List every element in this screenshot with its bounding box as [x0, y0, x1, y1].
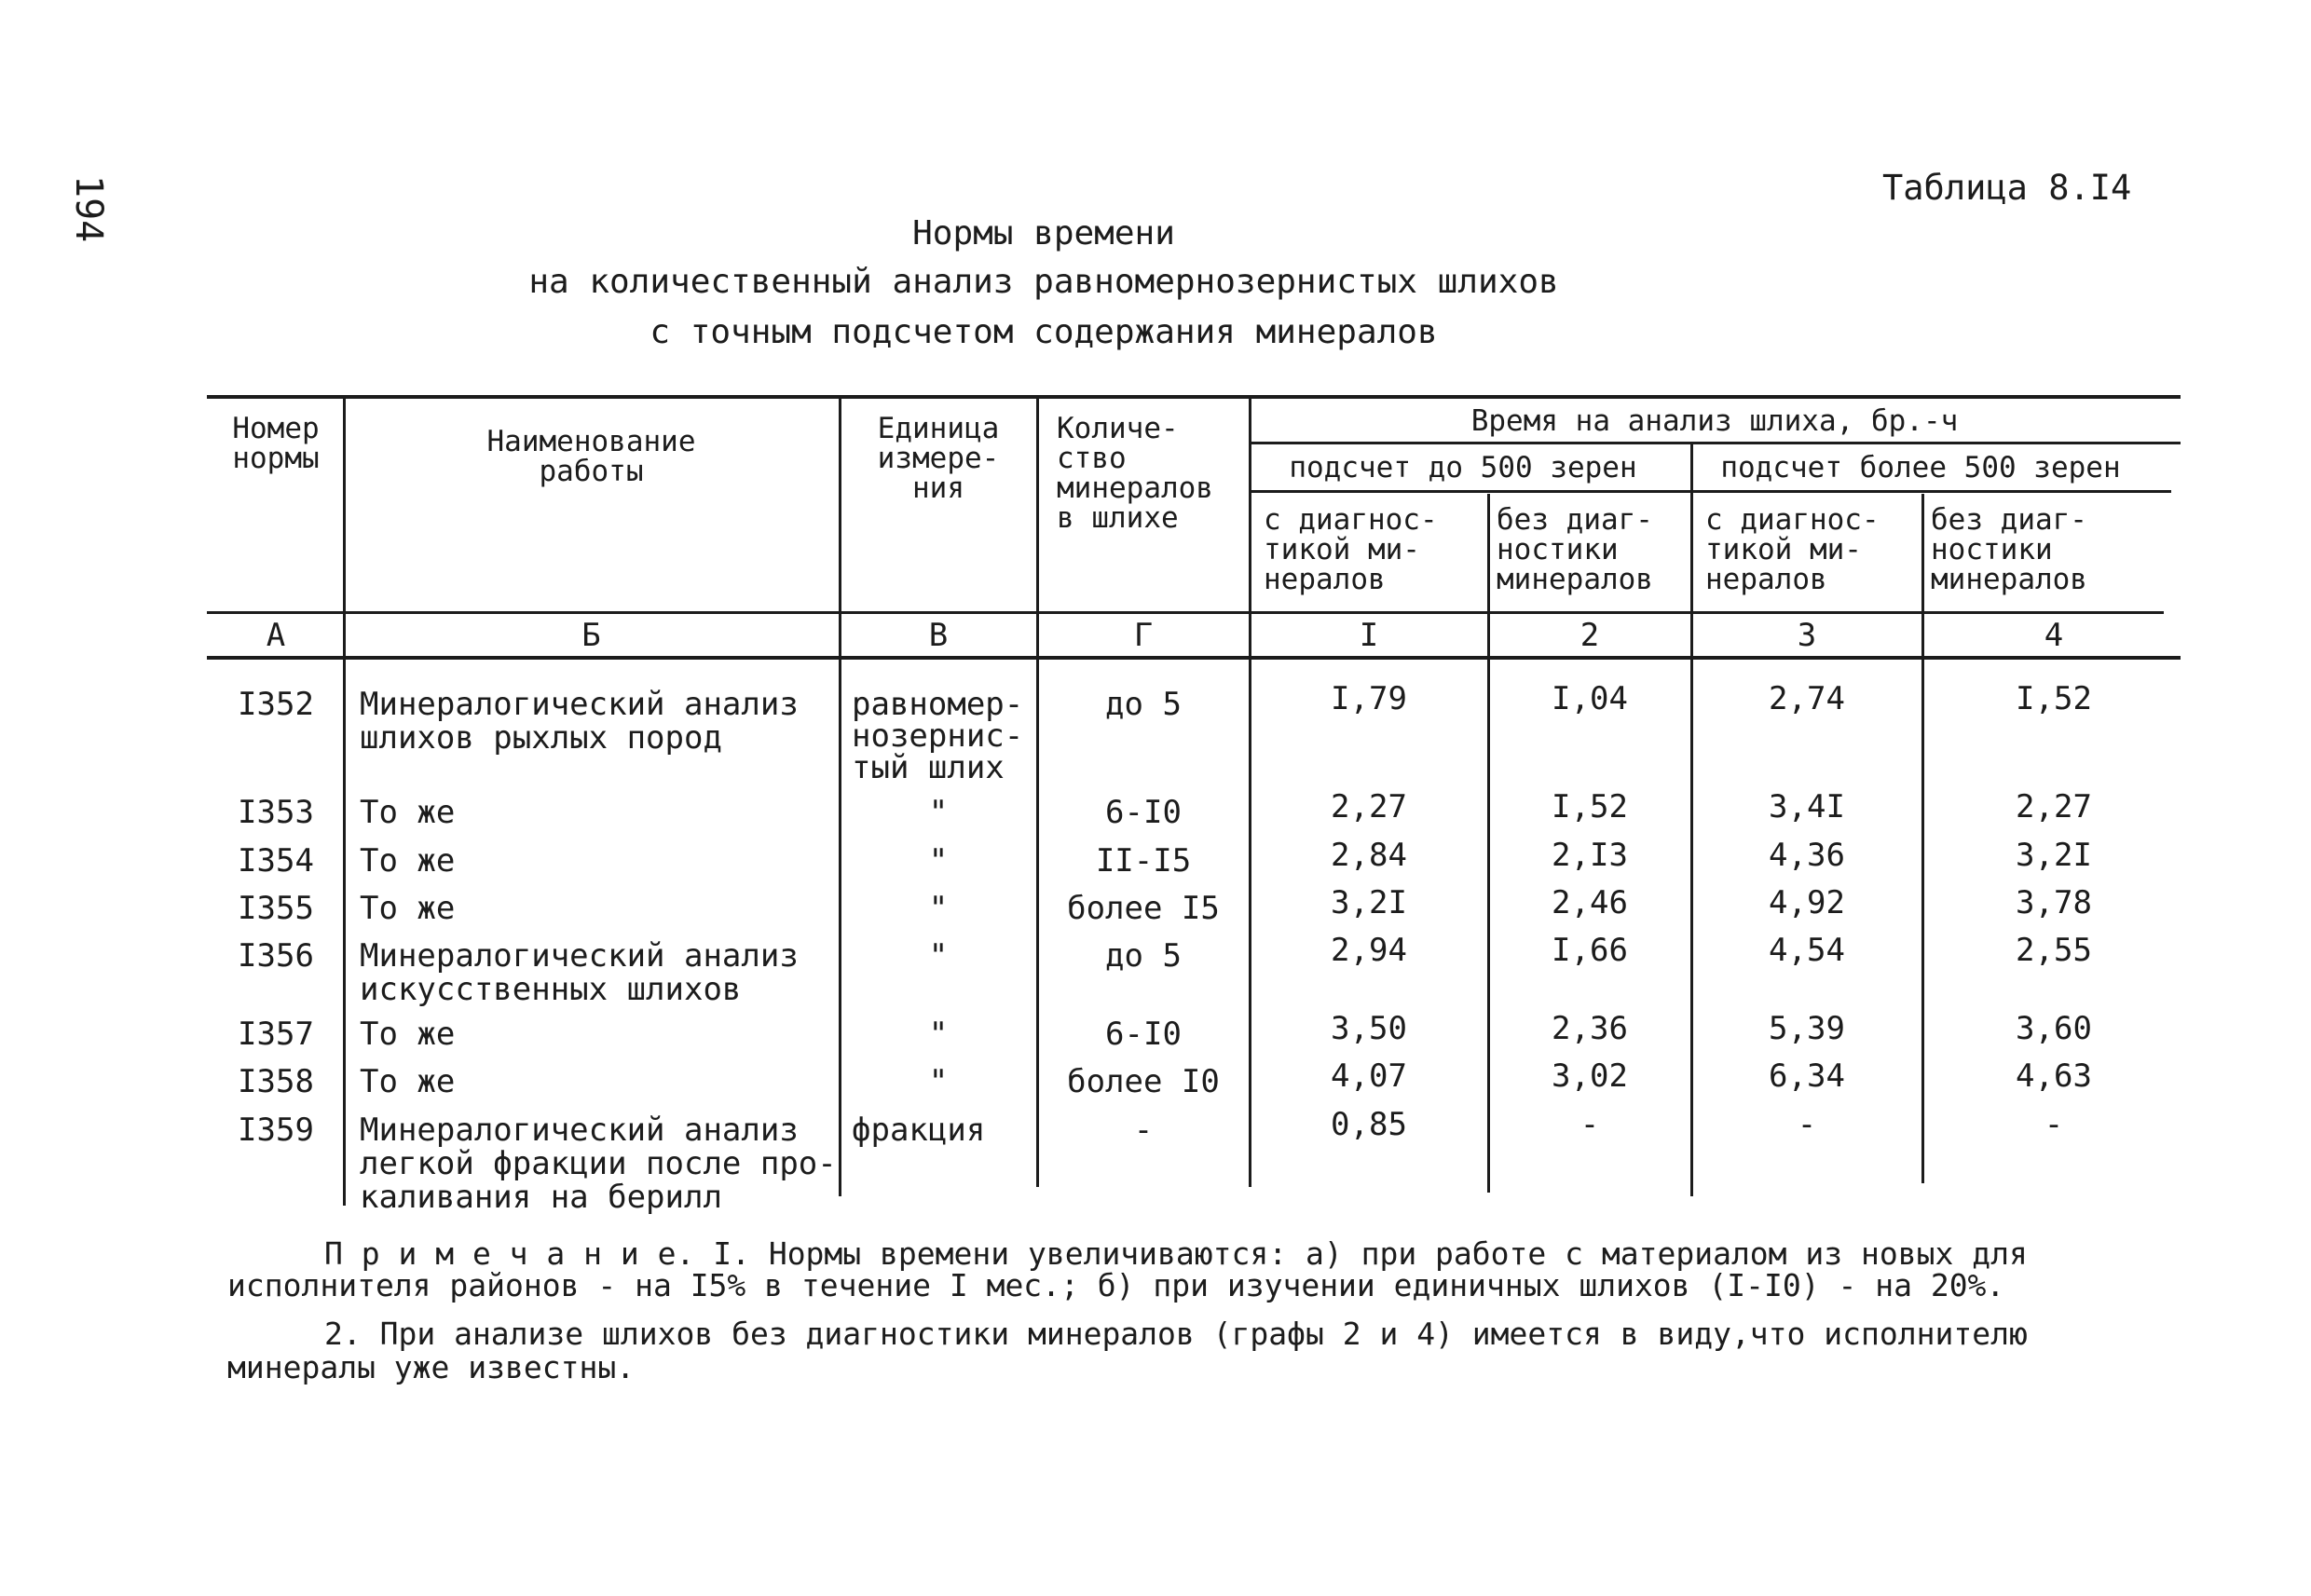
row-col-3: 3,4I — [1769, 788, 1845, 825]
header-col-4-1: без диаг- — [1931, 503, 2087, 537]
column-letter-1: А — [266, 617, 286, 654]
row-col-4: 3,2I — [2016, 837, 2092, 874]
header-col-2-2: ностики — [1497, 533, 1619, 566]
column-letter-7: 3 — [1797, 617, 1817, 654]
header-work-name-2: работы — [539, 455, 644, 488]
row-col-2: - — [1579, 1106, 1600, 1143]
header-count-le500: подсчет до 500 зерен — [1289, 451, 1637, 484]
header-mineral-count-1: Количе- — [1057, 412, 1179, 445]
row-unit: равномер- — [852, 686, 1024, 723]
row-unit: фракция — [852, 1112, 986, 1149]
row-col-3: 6,34 — [1769, 1057, 1845, 1095]
column-rule-5 — [1487, 494, 1490, 1193]
row-norm-number: I354 — [238, 842, 314, 880]
row-norm-number: I359 — [238, 1112, 314, 1149]
column-rule-2 — [839, 395, 841, 1196]
table-top-rule — [207, 395, 2181, 399]
header-norm-number-2: нормы — [232, 442, 320, 475]
row-work-name: Минералогический анализ — [360, 686, 799, 723]
row-col-1: 2,84 — [1331, 837, 1407, 874]
header-norm-number-1: Номер — [232, 412, 320, 445]
row-work-name: Минералогический анализ — [360, 937, 799, 975]
header-col-3-3: нералов — [1705, 563, 1827, 596]
header-col-4-3: минералов — [1931, 563, 2087, 596]
row-col-2: 2,36 — [1552, 1010, 1628, 1047]
row-col-4: I,52 — [2016, 680, 2092, 717]
column-rule-4 — [1249, 395, 1251, 1187]
row-mineral-count: более I0 — [1067, 1063, 1220, 1100]
column-letter-8: 4 — [2044, 617, 2064, 654]
row-work-name: То же — [360, 842, 456, 880]
sub-header-rule — [1249, 490, 2171, 493]
title-line-2: на количественный анализ равномернозернистых шлихов — [528, 263, 1559, 301]
header-mineral-count-2: ство — [1057, 442, 1127, 475]
row-work-name: Минералогический анализ — [360, 1112, 799, 1149]
row-norm-number: I358 — [238, 1063, 314, 1100]
row-work-name: То же — [360, 890, 456, 927]
row-mineral-count: более I5 — [1067, 890, 1220, 927]
title-line-3: с точным подсчетом содержания минералов — [650, 313, 1438, 351]
letters-bottom-rule — [207, 656, 2181, 660]
row-unit: " — [928, 937, 949, 975]
row-col-4: 3,78 — [2016, 884, 2092, 921]
row-col-3: 5,39 — [1769, 1010, 1845, 1047]
row-col-3: 4,92 — [1769, 884, 1845, 921]
header-work-name-1: Наименование — [486, 425, 696, 458]
row-unit: нозернис- — [852, 717, 1024, 755]
header-unit-2: измере- — [877, 442, 1000, 475]
row-norm-number: I355 — [238, 890, 314, 927]
header-col-1-3: нералов — [1264, 563, 1386, 596]
header-col-1-1: с диагнос- — [1264, 503, 1438, 537]
row-work-name: То же — [360, 1063, 456, 1100]
note-2-line-2: минералы уже известны. — [227, 1349, 636, 1385]
row-norm-number: I352 — [238, 686, 314, 723]
title-line-1: Нормы времени — [912, 214, 1175, 252]
table-label: Таблица 8.I4 — [1882, 168, 2132, 208]
header-col-2-1: без диаг- — [1497, 503, 1653, 537]
row-col-4: 4,63 — [2016, 1057, 2092, 1095]
header-count-gt500: подсчет более 500 зерен — [1720, 451, 2121, 484]
row-col-4: - — [2044, 1106, 2064, 1143]
row-work-name: легкой фракции после про- — [360, 1145, 837, 1182]
row-col-1: 4,07 — [1331, 1057, 1407, 1095]
row-unit: " — [928, 1016, 949, 1053]
row-col-1: I,79 — [1331, 680, 1407, 717]
row-col-3: - — [1797, 1106, 1817, 1143]
row-col-2: I,52 — [1552, 788, 1628, 825]
row-col-4: 2,27 — [2016, 788, 2092, 825]
row-mineral-count: - — [1133, 1112, 1154, 1149]
header-mineral-count-3: минералов — [1057, 471, 1213, 505]
row-col-2: I,04 — [1552, 680, 1628, 717]
row-norm-number: I356 — [238, 937, 314, 975]
header-mineral-count-4: в шлихе — [1057, 501, 1179, 535]
row-col-1: 0,85 — [1331, 1106, 1407, 1143]
row-unit: " — [928, 842, 949, 880]
column-letter-5: I — [1359, 617, 1379, 654]
header-col-3-2: тикой ми- — [1705, 533, 1862, 566]
row-col-2: I,66 — [1552, 932, 1628, 969]
column-letter-6: 2 — [1579, 617, 1600, 654]
note-1-line-2: исполнителя районов - на I5% в течение I мес.; б) при изучении единичных шлихов (I-I0) - на 20%. — [227, 1267, 2005, 1303]
row-work-name: То же — [360, 1016, 456, 1053]
row-work-name: То же — [360, 794, 456, 831]
row-col-2: 2,46 — [1552, 884, 1628, 921]
header-col-3-1: с диагнос- — [1705, 503, 1880, 537]
row-work-name: каливания на берилл — [360, 1179, 722, 1216]
row-col-2: 2,I3 — [1552, 837, 1628, 874]
column-rule-1 — [343, 395, 346, 1206]
row-col-4: 2,55 — [2016, 932, 2092, 969]
page-number: 194 — [67, 175, 110, 243]
row-col-1: 2,27 — [1331, 788, 1407, 825]
column-rule-7 — [1921, 494, 1924, 1183]
row-unit: тый шлих — [852, 749, 1005, 786]
note-1-line-1: П р и м е ч а н и е. I. Нормы времени увеличиваются: а) при работе с материалом из новых для — [324, 1235, 2028, 1272]
row-mineral-count: II-I5 — [1095, 842, 1192, 880]
header-time-group: Время на анализ шлиха, бр.-ч — [1470, 404, 1959, 438]
row-col-4: 3,60 — [2016, 1010, 2092, 1047]
row-unit: " — [928, 890, 949, 927]
row-col-2: 3,02 — [1552, 1057, 1628, 1095]
row-unit: " — [928, 794, 949, 831]
row-mineral-count: до 5 — [1105, 686, 1182, 723]
header-col-2-3: минералов — [1497, 563, 1653, 596]
row-norm-number: I353 — [238, 794, 314, 831]
header-bottom-rule — [207, 611, 2164, 614]
note-2-line-1: 2. При анализе шлихов без диагностики минералов (графы 2 и 4) имеется в виду,что исполнителю — [324, 1316, 2028, 1352]
column-letter-4: Г — [1133, 617, 1154, 654]
header-unit-3: ния — [912, 471, 964, 505]
row-col-3: 4,54 — [1769, 932, 1845, 969]
row-mineral-count: 6-I0 — [1105, 794, 1182, 831]
row-col-3: 2,74 — [1769, 680, 1845, 717]
header-unit-1: Единица — [877, 412, 1000, 445]
time-group-rule — [1249, 442, 2181, 444]
row-col-1: 3,2I — [1331, 884, 1407, 921]
row-mineral-count: до 5 — [1105, 937, 1182, 975]
row-work-name: искусственных шлихов — [360, 971, 742, 1008]
column-letter-3: В — [928, 617, 949, 654]
header-col-1-2: тикой ми- — [1264, 533, 1420, 566]
header-col-4-2: ностики — [1931, 533, 2053, 566]
column-letter-2: Б — [581, 617, 601, 654]
row-col-1: 3,50 — [1331, 1010, 1407, 1047]
row-col-3: 4,36 — [1769, 837, 1845, 874]
row-norm-number: I357 — [238, 1016, 314, 1053]
column-rule-3 — [1036, 395, 1039, 1187]
row-mineral-count: 6-I0 — [1105, 1016, 1182, 1053]
row-work-name: шлихов рыхлых пород — [360, 719, 722, 757]
row-unit: " — [928, 1063, 949, 1100]
row-col-1: 2,94 — [1331, 932, 1407, 969]
